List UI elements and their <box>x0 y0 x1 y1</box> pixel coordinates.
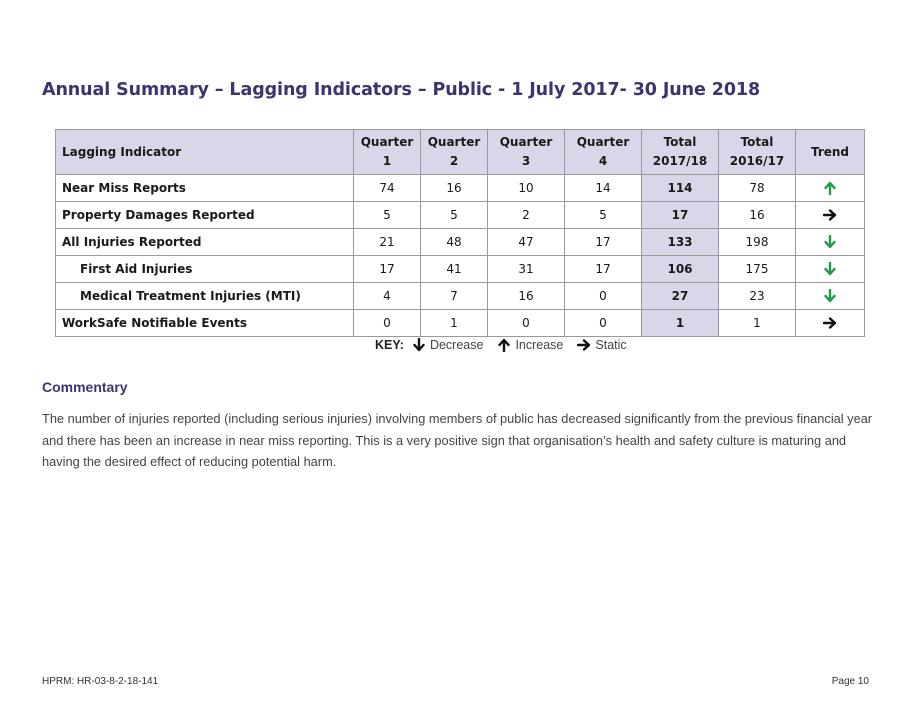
key-static-label: Static <box>595 338 627 352</box>
arrow-up-icon <box>497 338 511 352</box>
cell-total1718: 106 <box>642 256 719 283</box>
cell-q4: 0 <box>565 283 642 310</box>
page-title: Annual Summary – Lagging Indicators – Public - 1 July 2017- 30 June 2018 <box>42 80 761 100</box>
header-lagging-indicator: Lagging Indicator <box>56 130 354 175</box>
cell-total1617: 23 <box>719 283 796 310</box>
commentary-text: The number of injuries reported (including serious injuries) involving members of public has decreased significantly from the previous financial year and there has been an increase in near miss reporting. This is a very positive sign that organisation’s health and safety culture is maturing and having the desired effect of reducing potential harm. <box>42 411 873 469</box>
arrow-down-icon <box>823 289 837 303</box>
key-label: KEY: <box>375 338 404 352</box>
cell-q3: 31 <box>488 256 565 283</box>
row-label: Property Damages Reported <box>56 202 354 229</box>
cell-q3: 10 <box>488 175 565 202</box>
cell-total1617: 78 <box>719 175 796 202</box>
row-label: WorkSafe Notifiable Events <box>56 310 354 337</box>
row-label: First Aid Injuries <box>56 256 354 283</box>
cell-trend <box>796 283 865 310</box>
table-row <box>56 283 865 310</box>
header-trend: Trend <box>796 130 865 175</box>
table-header-row <box>56 130 865 175</box>
cell-q2: 41 <box>421 256 488 283</box>
cell-q2: 5 <box>421 202 488 229</box>
row-label: All Injuries Reported <box>56 229 354 256</box>
cell-trend <box>796 229 865 256</box>
row-label: Near Miss Reports <box>56 175 354 202</box>
header-quarter-4: Quarter 4 <box>565 130 642 175</box>
arrow-right-icon <box>823 208 837 222</box>
arrow-up-icon <box>823 181 837 195</box>
cell-q4: 17 <box>565 229 642 256</box>
cell-total1718: 1 <box>642 310 719 337</box>
header-quarter-1: Quarter 1 <box>354 130 421 175</box>
commentary-heading: Commentary <box>42 379 128 395</box>
cell-q4: 0 <box>565 310 642 337</box>
cell-trend <box>796 310 865 337</box>
cell-total1718: 133 <box>642 229 719 256</box>
cell-q3: 16 <box>488 283 565 310</box>
row-label: Medical Treatment Injuries (MTI) <box>56 283 354 310</box>
cell-q1: 5 <box>354 202 421 229</box>
cell-q1: 17 <box>354 256 421 283</box>
footer-reference: HPRM: HR-03-8-2-18-141 <box>42 676 159 687</box>
key-decrease-label: Decrease <box>429 338 484 352</box>
trend-key <box>375 338 635 352</box>
cell-q1: 74 <box>354 175 421 202</box>
cell-q2: 7 <box>421 283 488 310</box>
cell-q4: 14 <box>565 175 642 202</box>
cell-q2: 16 <box>421 175 488 202</box>
cell-total1718: 27 <box>642 283 719 310</box>
page-number: Page 10 <box>831 676 869 687</box>
cell-q2: 48 <box>421 229 488 256</box>
key-static <box>577 338 626 352</box>
arrow-down-icon <box>412 338 426 352</box>
arrow-down-icon <box>823 235 837 249</box>
cell-q2: 1 <box>421 310 488 337</box>
cell-q3: 2 <box>488 202 565 229</box>
table-row <box>56 229 865 256</box>
cell-q4: 17 <box>565 256 642 283</box>
key-increase-label: Increase <box>515 338 564 352</box>
cell-trend <box>796 256 865 283</box>
cell-total1617: 175 <box>719 256 796 283</box>
cell-q1: 21 <box>354 229 421 256</box>
cell-q3: 0 <box>488 310 565 337</box>
cell-total1617: 1 <box>719 310 796 337</box>
arrow-right-icon <box>577 338 591 352</box>
header-quarter-3: Quarter 3 <box>488 130 565 175</box>
arrow-down-icon <box>823 262 837 276</box>
key-increase <box>497 338 563 352</box>
cell-q1: 0 <box>354 310 421 337</box>
cell-q4: 5 <box>565 202 642 229</box>
header-quarter-2: Quarter 2 <box>421 130 488 175</box>
cell-trend <box>796 202 865 229</box>
key-decrease <box>412 338 484 352</box>
cell-total1718: 114 <box>642 175 719 202</box>
table-row <box>56 202 865 229</box>
table-row <box>56 310 865 337</box>
cell-total1718: 17 <box>642 202 719 229</box>
header-total-2017-18: Total 2017/18 <box>642 130 719 175</box>
cell-q3: 47 <box>488 229 565 256</box>
cell-trend <box>796 175 865 202</box>
lagging-indicators-table <box>55 129 865 337</box>
table-row <box>56 256 865 283</box>
arrow-right-icon <box>823 316 837 330</box>
cell-total1617: 198 <box>719 229 796 256</box>
cell-q1: 4 <box>354 283 421 310</box>
cell-total1617: 16 <box>719 202 796 229</box>
table-row <box>56 175 865 202</box>
header-total-2016-17: Total 2016/17 <box>719 130 796 175</box>
